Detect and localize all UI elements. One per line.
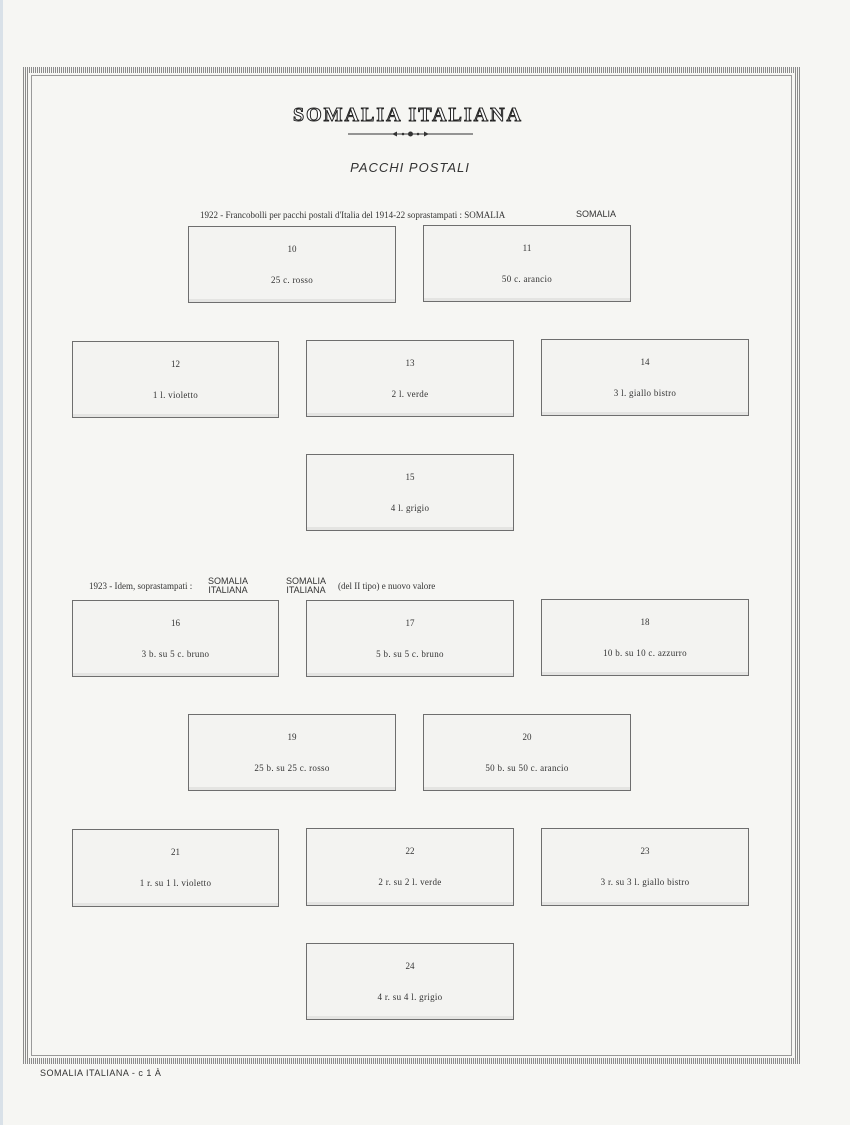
- section-1923-caption: [200, 210, 505, 220]
- stamp-description: 2 l. verde: [391, 389, 429, 399]
- section-caption-prefix: 1923 - Idem, soprastampati :: [89, 581, 193, 591]
- stamp-number: 22: [405, 846, 415, 856]
- stamp-description: 4 l. grigio: [390, 503, 430, 513]
- stamp-number: 15: [405, 472, 415, 482]
- stamp-description: 10 b. su 10 c. azzurro: [603, 648, 687, 658]
- overprint-sample: SOMALIA: [576, 209, 617, 219]
- stamp-description: 25 b. su 25 c. rosso: [254, 763, 330, 773]
- overprint-line: SOMALIA: [286, 576, 327, 586]
- stamp-slot[interactable]: [306, 600, 514, 677]
- stamp-number: 11: [522, 243, 532, 253]
- stamp-slot[interactable]: [423, 714, 631, 791]
- stamp-number: 18: [640, 617, 650, 627]
- stamp-slot[interactable]: [306, 943, 514, 1020]
- stamp-slot[interactable]: [72, 600, 279, 677]
- title-ornament-icon: [348, 129, 473, 139]
- stamp-description: 25 c. rosso: [270, 275, 314, 285]
- overprint-line: SOMALIA: [208, 576, 249, 586]
- section-caption-suffix: (del II tipo) e nuovo valore: [338, 581, 436, 591]
- stamp-slot[interactable]: [306, 828, 514, 906]
- stamp-number: 20: [522, 732, 532, 742]
- stamp-number: 14: [640, 357, 650, 367]
- stamp-number: 12: [171, 359, 180, 369]
- stamp-description: 2 r. su 2 l. verde: [378, 877, 442, 887]
- overprint-sample-a: [208, 577, 248, 595]
- page-footer: SOMALIA ITALIANA - c 1 À: [40, 1068, 162, 1078]
- stamp-number: 10: [287, 244, 297, 254]
- page-inner-border: [31, 75, 792, 1056]
- stamp-number: 23: [640, 846, 650, 856]
- stamp-description: 4 r. su 4 l. grigio: [377, 992, 443, 1002]
- stamp-description: 50 b. su 50 c. arancio: [485, 763, 569, 773]
- overprint-line: ITALIANA: [208, 585, 248, 595]
- stamp-description: 3 b. su 5 c. bruno: [141, 649, 210, 659]
- stamp-slot[interactable]: [188, 714, 396, 791]
- stamp-slot[interactable]: [72, 341, 279, 418]
- stamp-slot[interactable]: [306, 340, 514, 417]
- overprint-sample-b: [286, 577, 326, 595]
- stamp-slot[interactable]: [306, 454, 514, 531]
- stamp-number: 21: [171, 847, 180, 857]
- page-subtitle: PACCHI POSTALI: [350, 160, 470, 175]
- stamp-slot[interactable]: [188, 226, 396, 303]
- stamp-number: 19: [287, 732, 297, 742]
- stamp-slot[interactable]: [541, 828, 749, 906]
- page-title: SOMALIA ITALIANA: [293, 104, 523, 126]
- stamp-number: 13: [405, 358, 415, 368]
- stamp-description: 3 r. su 3 l. giallo bistro: [600, 877, 690, 887]
- stamp-number: 17: [405, 618, 415, 628]
- stamp-slot[interactable]: [541, 599, 749, 676]
- overprint-line: ITALIANA: [286, 585, 326, 595]
- stamp-number: 16: [171, 618, 180, 628]
- stamp-slot[interactable]: [541, 339, 749, 416]
- section-caption-text: 1922 - Francobolli per pacchi postali d'Italia del 1914-22 soprastampati : SOMALIA: [200, 210, 506, 220]
- stamp-description: 1 l. violetto: [152, 390, 199, 400]
- stamp-slot[interactable]: [423, 225, 631, 302]
- stamp-number: 24: [405, 961, 415, 971]
- stamp-description: 50 c. arancio: [501, 274, 553, 284]
- stamp-slot[interactable]: [72, 829, 279, 907]
- stamp-description: 1 r. su 1 l. violetto: [139, 878, 212, 888]
- stamp-description: 3 l. giallo bistro: [613, 388, 677, 398]
- stamp-description: 5 b. su 5 c. bruno: [376, 649, 444, 659]
